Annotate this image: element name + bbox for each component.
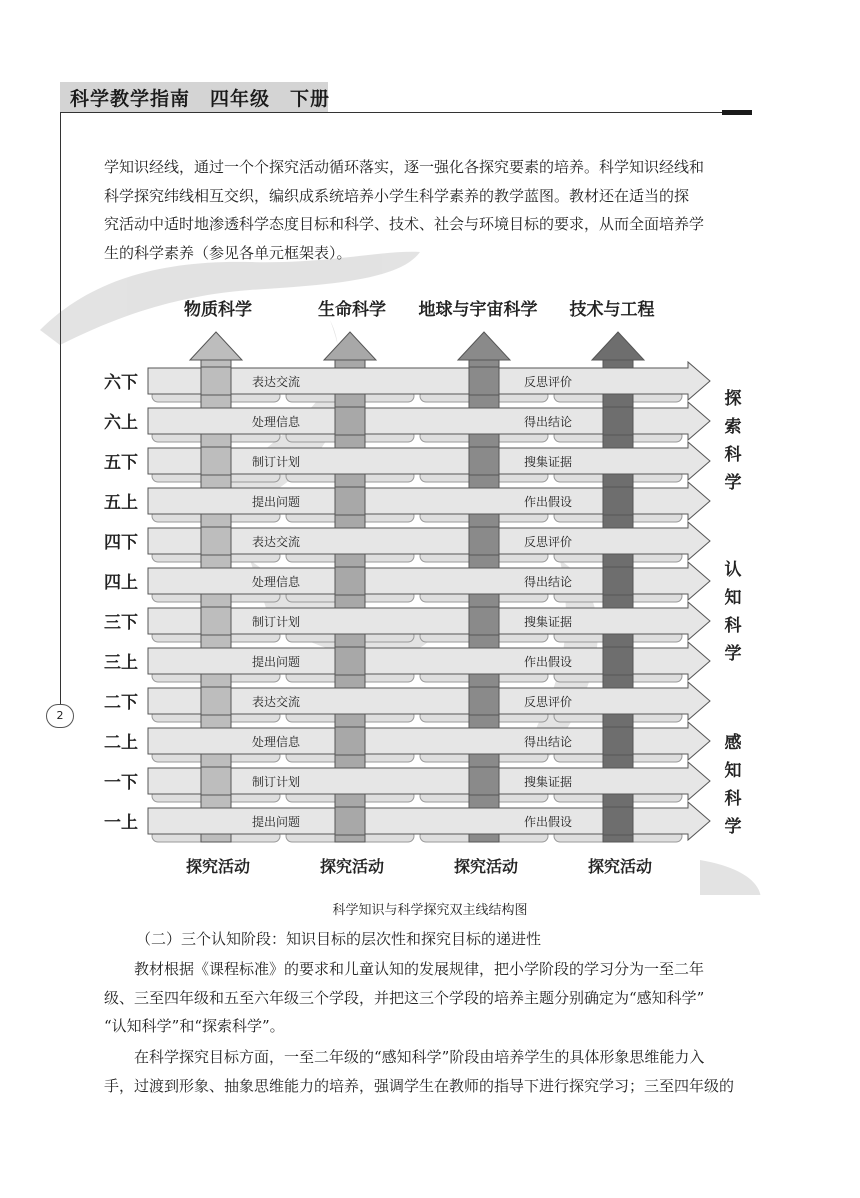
stage-label-char: 感 [724, 733, 742, 753]
inquiry-activity-label: 探究活动 [319, 857, 385, 876]
grade-label: 一下 [104, 773, 138, 793]
right-activity-label: 作出假设 [524, 815, 573, 829]
column-weave-segment [469, 687, 499, 715]
stage-label-char: 学 [724, 473, 742, 493]
right-activity-label: 作出假设 [524, 495, 573, 509]
right-activity-label: 得出结论 [524, 575, 573, 589]
text-line: 级、三至四年级和五至六年级三个学段，并把这三个学段的培养主题分别确定为“感知科学” [104, 988, 705, 1007]
right-activity-label: 反思评价 [524, 695, 573, 709]
diagram-caption: 科学知识与科学探究双主线结构图 [332, 903, 528, 918]
stage-label-char: 科 [724, 445, 742, 465]
left-activity-label: 提出问题 [252, 815, 301, 829]
grade-label: 三上 [104, 653, 138, 673]
column-weave-segment [335, 727, 365, 755]
left-activity-label: 制订计划 [252, 455, 301, 469]
grade-label: 二上 [104, 733, 138, 753]
stage-label-char: 探 [724, 389, 742, 409]
right-activity-label: 作出假设 [524, 655, 573, 669]
right-activity-label: 反思评价 [524, 375, 573, 389]
column-weave-segment [603, 727, 633, 755]
grade-label: 一上 [104, 813, 138, 833]
left-activity-label: 处理信息 [252, 575, 301, 589]
right-activity-label: 反思评价 [524, 535, 573, 549]
grade-label: 六下 [104, 373, 138, 393]
inquiry-row-arrow [148, 442, 710, 480]
knowledge-domain-label: 地球与宇宙科学 [418, 300, 538, 320]
column-weave-segment [469, 367, 499, 395]
right-activity-label: 搜集证据 [524, 455, 573, 469]
grade-label: 二下 [104, 693, 138, 713]
right-activity-label: 搜集证据 [524, 775, 573, 789]
left-activity-label: 提出问题 [252, 655, 301, 669]
column-weave-segment [201, 687, 231, 715]
right-activity-label: 得出结论 [524, 735, 573, 749]
column-weave-segment [469, 767, 499, 795]
column-weave-segment [469, 527, 499, 555]
column-weave-segment [469, 447, 499, 475]
column-weave-segment [201, 447, 231, 475]
inquiry-activity-label: 探究活动 [587, 857, 653, 876]
left-activity-label: 处理信息 [252, 415, 301, 429]
column-weave-segment [201, 367, 231, 395]
column-weave-segment [201, 527, 231, 555]
text-line: 究活动中适时地渗透科学态度目标和科学、技术、社会与环境目标的要求，从而全面培养学 [104, 215, 705, 233]
section-subheading: （二）三个认知阶段：知识目标的层次性和探究目标的递进性 [136, 930, 542, 948]
page-number: 2 [46, 704, 74, 728]
text-line: “认知科学”和“探索科学”。 [104, 1017, 285, 1035]
column-weave-segment [335, 487, 365, 515]
inquiry-row-arrow [148, 522, 710, 560]
column-arrow-head [324, 332, 376, 360]
inquiry-activity-label: 探究活动 [453, 857, 519, 876]
right-activity-label: 搜集证据 [524, 615, 573, 629]
column-weave-segment [335, 807, 365, 835]
column-weave-segment [469, 607, 499, 635]
column-weave-segment [603, 567, 633, 595]
right-activity-label: 得出结论 [524, 415, 573, 429]
column-arrow-head [190, 332, 242, 360]
knowledge-domain-label: 物质科学 [184, 300, 252, 320]
column-weave-segment [603, 647, 633, 675]
left-activity-label: 表达交流 [252, 375, 301, 389]
column-arrow-head [592, 332, 644, 360]
text-line: 生的科学素养（参见各单元框架表）。 [104, 243, 352, 262]
inquiry-row-arrow [148, 682, 710, 720]
left-activity-label: 提出问题 [252, 495, 301, 509]
stage-label-char: 科 [724, 789, 742, 809]
grade-label: 四上 [104, 573, 138, 593]
grade-label: 五上 [104, 493, 138, 513]
left-activity-label: 制订计划 [252, 775, 301, 789]
inquiry-activity-label: 探究活动 [185, 857, 251, 876]
knowledge-domain-label: 生命科学 [318, 300, 386, 320]
column-weave-segment [603, 487, 633, 515]
knowledge-domain-label: 技术与工程 [569, 300, 655, 320]
book-title: 科学教学指南 四年级 下册 [70, 88, 331, 110]
column-weave-segment [201, 607, 231, 635]
body-paragraph-1 [104, 955, 754, 1041]
stage-label-char: 知 [724, 761, 742, 781]
grade-label: 四下 [104, 533, 138, 553]
grade-label: 六上 [104, 413, 138, 433]
column-weave-segment [335, 567, 365, 595]
body-paragraph-2 [104, 1043, 754, 1100]
inquiry-row-arrow [148, 762, 710, 800]
inquiry-row-arrow [148, 362, 710, 400]
grade-label: 三下 [104, 613, 138, 633]
grade-label: 五下 [104, 453, 138, 473]
left-activity-label: 制订计划 [252, 615, 301, 629]
stage-label-char: 学 [724, 644, 742, 664]
left-activity-label: 处理信息 [252, 735, 301, 749]
text-line: 手，过渡到形象、抽象思维能力的培养，强调学生在教师的指导下进行探究学习；三至四年级的 [104, 1076, 735, 1095]
stage-label-char: 索 [724, 417, 742, 437]
left-activity-label: 表达交流 [252, 535, 301, 549]
inquiry-row-arrow [148, 602, 710, 640]
text-line: 教材根据《课程标准》的要求和儿童认知的发展规律，把小学阶段的学习分为一至二年 [104, 960, 705, 978]
stage-label-char: 知 [724, 588, 742, 608]
stage-label-char: 学 [724, 817, 742, 837]
column-weave-segment [335, 647, 365, 675]
text-line: 学知识经线，通过一个个探究活动循环落实，逐一强化各探究要素的培养。科学知识经线和 [104, 158, 705, 176]
column-weave-segment [603, 407, 633, 435]
text-line: 在科学探究目标方面，一至二年级的“感知科学”阶段由培养学生的具体形象思维能力入 [104, 1048, 705, 1066]
stage-label-char: 认 [724, 560, 742, 580]
column-arrow-head [458, 332, 510, 360]
column-weave-segment [201, 767, 231, 795]
stage-label-char: 科 [724, 616, 742, 636]
left-activity-label: 表达交流 [252, 695, 301, 709]
column-weave-segment [603, 807, 633, 835]
column-weave-segment [335, 407, 365, 435]
text-line: 科学探究纬线相互交织，编织成系统培养小学生科学素养的教学蓝图。教材还在适当的探 [104, 186, 690, 205]
